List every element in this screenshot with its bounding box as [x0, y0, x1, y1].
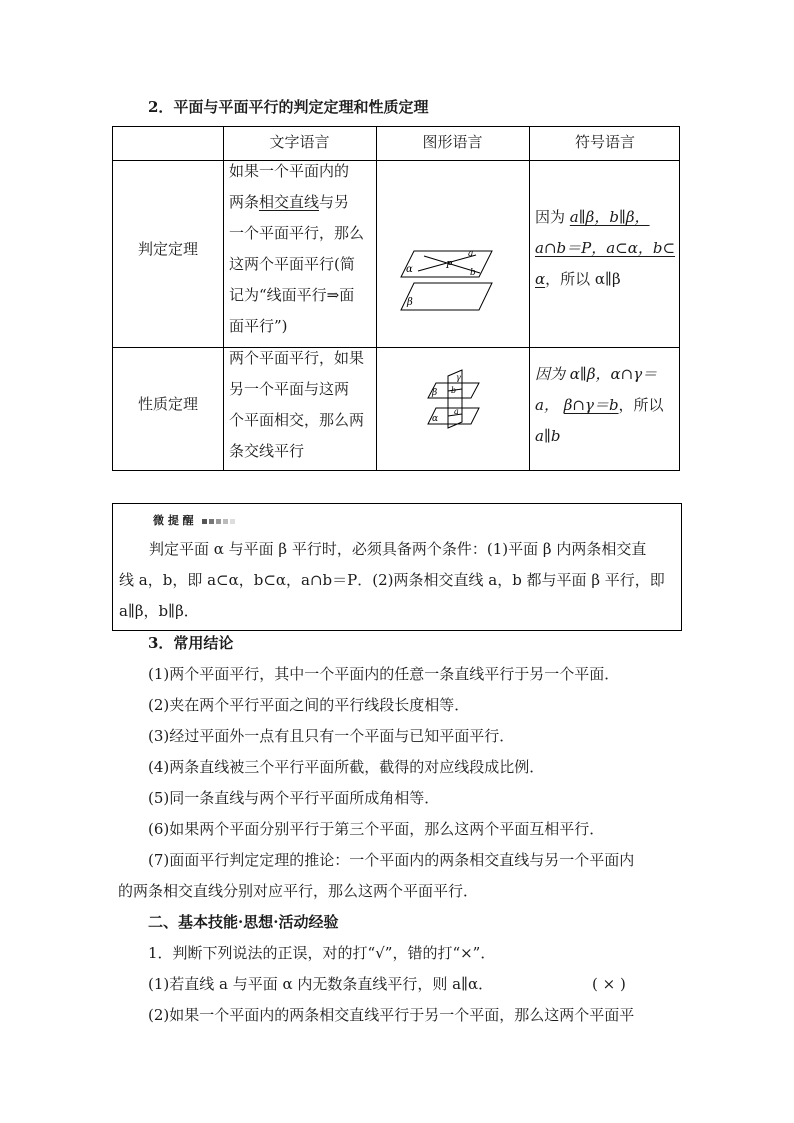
question-1-1: (1)若直线 a 与平面 α 内无数条直线平行，则 a∥α．	[148, 975, 494, 993]
question-1: 1．判断下列说法的正误，对的打“√”，错的打“×”．	[148, 944, 496, 962]
conclusion-item-1: (1)两个平面平行，其中一个平面内的任意一条直线平行于另一个平面．	[148, 665, 620, 683]
figure1-label-p: P	[446, 261, 453, 271]
row1-text-line-2: 两条相交直线与另	[229, 193, 350, 211]
conclusion-item-7-line-2: 的两条相交直线分别对应平行，那么这两个平面平行．	[118, 882, 479, 900]
note-line-3: a∥β，b∥β．	[119, 602, 199, 620]
conclusion-item-7-line-1: (7)面面平行判定定理的推论：一个平面内的两条相交直线与另一个平面内	[148, 851, 635, 869]
note-line-1: 判定平面 α 与平面 β 平行时，必须具备两个条件：(1)平面 β 内两条相交直	[149, 540, 647, 558]
parallel-planes-determination-figure	[376, 161, 529, 347]
figure1-label-beta: β	[407, 297, 413, 308]
header-text-language: 文字语言	[269, 133, 330, 151]
figure2-label-a: a	[454, 407, 459, 416]
note-square-1	[202, 519, 207, 524]
question-1-1-answer: ( × )	[592, 975, 626, 993]
header-figure-language: 图形语言	[422, 133, 483, 151]
row2-text-line-4: 条交线平行	[229, 442, 305, 460]
row1-text-line-6: 面平行”)	[229, 317, 288, 335]
note-title: 微 提 醒	[153, 513, 237, 529]
conclusion-item-4: (4)两条直线被三个平行平面所截，截得的对应线段成比例．	[148, 758, 545, 776]
conclusion-item-5: (5)同一条直线与两个平行平面所成角相等．	[148, 789, 440, 807]
note-square-5	[230, 519, 235, 524]
part-2-heading: 二、基本技能·思想·活动经验	[148, 913, 339, 931]
row1-text-line-4: 这两个平面平行(简	[229, 255, 355, 273]
row2-symbol-line-3: a∥b	[535, 427, 561, 445]
header-symbol-language: 符号语言	[574, 133, 635, 151]
figure2-label-alpha: α	[432, 414, 439, 424]
row2-text-line-3: 个平面相交，那么两	[229, 411, 365, 429]
section-3-heading: 3．常用结论	[148, 634, 234, 652]
row-name-property: 性质定理	[137, 395, 198, 413]
note-square-3	[216, 519, 221, 524]
note-square-4	[223, 519, 228, 524]
figure2-label-b: b	[451, 386, 457, 395]
row2-symbol-line-1: 因为 α∥β，α∩γ＝	[535, 365, 658, 383]
figure2-label-gamma: γ	[456, 373, 461, 382]
row1-text-line-5: 记为“线面平行⇒面	[229, 286, 355, 304]
row1-text-line-3: 一个平面平行，那么	[229, 224, 365, 242]
figure1-label-a: a	[468, 249, 474, 259]
parallel-planes-property-figure	[376, 348, 529, 471]
note-line-2: 线 a，b，即 a⊂α，b⊂α，a∩b＝P．(2)两条相交直线 a，b 都与平面 β 平行，即	[119, 571, 665, 589]
row-name-determination: 判定定理	[137, 240, 198, 258]
note-square-2	[209, 519, 214, 524]
conclusion-item-2: (2)夹在两个平行平面之间的平行线段长度相等．	[148, 696, 470, 714]
row1-text-line-1: 如果一个平面内的	[229, 162, 350, 180]
row1-symbol-line-3: α，所以 α∥β	[535, 270, 621, 288]
conclusion-item-6: (6)如果两个平面分别平行于第三个平面，那么这两个平面互相平行．	[148, 820, 605, 838]
row2-symbol-line-2: a， β∩γ＝b，所以	[535, 396, 664, 414]
section-2-heading: 2．平面与平面平行的判定定理和性质定理	[148, 98, 429, 116]
row1-symbol-line-1: 因为 a∥β，b∥β，	[535, 208, 650, 226]
question-1-2: (2)如果一个平面内的两条相交直线平行于另一个平面，那么这两个平面平	[148, 1006, 635, 1024]
figure1-label-b: b	[470, 268, 476, 278]
conclusion-item-3: (3)经过平面外一点有且只有一个平面与已知平面平行．	[148, 727, 515, 745]
figure1-label-alpha: α	[406, 264, 413, 275]
row2-text-line-2: 另一个平面与这两	[229, 380, 350, 398]
theorem-table	[112, 126, 680, 471]
note-squares	[202, 514, 237, 527]
row2-text-line-1: 两个平面平行，如果	[229, 349, 365, 367]
note-box	[112, 503, 682, 631]
figure2-label-beta: β	[432, 388, 438, 398]
row1-symbol-line-2: a∩b＝P，a⊂α，b⊂	[535, 239, 676, 257]
